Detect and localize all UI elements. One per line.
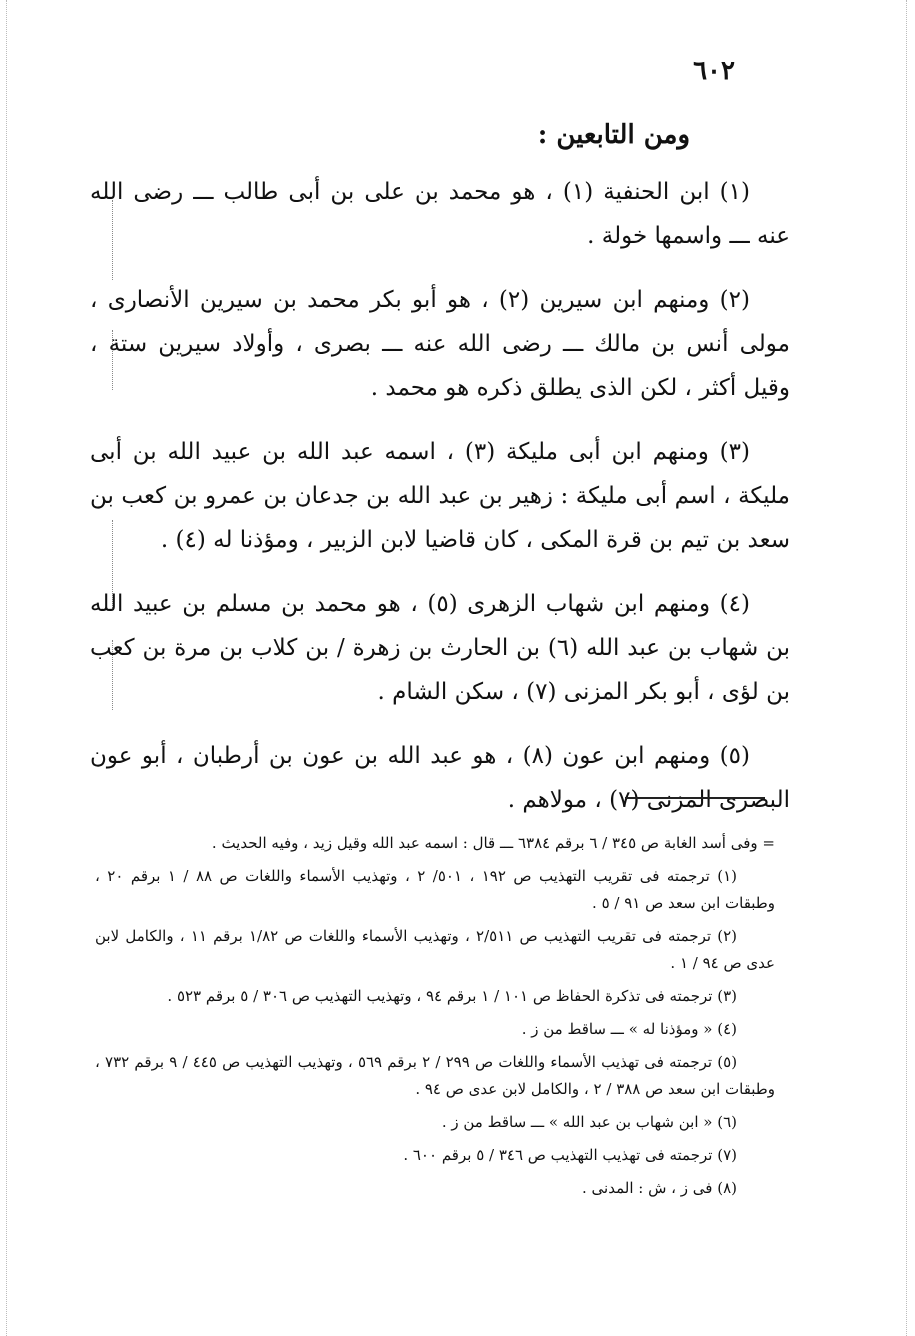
footnote: (٢) ترجمته فى تقريب التهذيب ص ٢/٥١١ ، وتهذيب الأسماء واللغات ص ١/٨٢ برقم ١١ ، والكامل لابن عدى ص ٩٤ / ١ . bbox=[95, 927, 775, 972]
page-number: ٦٠٢ bbox=[693, 56, 735, 86]
footnotes bbox=[95, 830, 775, 1208]
footnote: (١) ترجمته فى تقريب التهذيب ص ١٩٢ ، ٥٠١/ ٢ ، وتهذيب الأسماء واللغات ص ٨٨ / ١ برقم ٢٠ ، وطبقات ابن سعد ص ٩١ / ٥ . bbox=[95, 867, 775, 912]
paragraph: (٤) ومنهم ابن شهاب الزهرى (٥) ، هو محمد بن مسلم بن عبيد الله بن شهاب بن عبد الله (٦) بن الحارث بن زهرة / بن كلاب بن مرة بن كعب بن لؤى ، أبو بكر المزنى (٧) ، سكن الشام . bbox=[90, 591, 790, 705]
main-text bbox=[90, 170, 790, 842]
paragraph: (٣) ومنهم ابن أبى مليكة (٣) ، اسمه عبد الله بن عبيد الله بن أبى مليكة ، اسم أبى مليكة : زهير بن عبد الله بن جدعان بن عمرو بن كعب بن سعد بن تيم بن قرة المكى ، كان قاضيا لابن الزبير ، ومؤذنا له (٤) . bbox=[90, 439, 790, 553]
scan-edge-left bbox=[6, 0, 7, 1336]
footnote: (٤) « ومؤذنا له » ـــ ساقط من ز . bbox=[521, 1020, 737, 1038]
paragraph: (٥) ومنهم ابن عون (٨) ، هو عبد الله بن عون بن أرطبان ، أبو عون البصرى المزنى (٧) ، مولاهم . bbox=[90, 743, 790, 813]
footnote: (٦) « ابن شهاب بن عبد الله » ـــ ساقط من ز . bbox=[441, 1113, 737, 1131]
footnote: = وفى أسد الغابة ص ٣٤٥ / ٦ برقم ٦٣٨٤ ـــ قال : اسمه عبد الله وقيل زيد ، وفيه الحديث . bbox=[211, 834, 775, 852]
footnote-separator bbox=[625, 797, 765, 799]
section-heading: ومن التابعين : bbox=[537, 120, 690, 150]
footnote: (٨) فى ز ، ش : المدنى . bbox=[581, 1179, 737, 1197]
footnote: (٥) ترجمته فى تهذيب الأسماء واللغات ص ٢٩٩ / ٢ برقم ٥٦٩ ، وتهذيب التهذيب ص ٤٤٥ / ٩ برقم ٧٣٢ ، وطبقات ابن سعد ص ٣٨٨ / ٢ ، والكامل لابن عدى ص ٩٤ . bbox=[95, 1053, 775, 1098]
footnote: (٣) ترجمته فى تذكرة الحفاظ ص ١٠١ / ١ برقم ٩٤ ، وتهذيب التهذيب ص ٣٠٦ / ٥ برقم ٥٢٣ . bbox=[167, 987, 737, 1005]
scan-edge-right bbox=[906, 0, 907, 1336]
footnote: (٧) ترجمته فى تهذيب التهذيب ص ٣٤٦ / ٥ برقم ٦٠٠ . bbox=[403, 1146, 737, 1164]
paragraph: (١) ابن الحنفية (١) ، هو محمد بن على بن أبى طالب ـــ رضى الله عنه ـــ واسمها خولة . bbox=[90, 179, 790, 249]
paragraph: (٢) ومنهم ابن سيرين (٢) ، هو أبو بكر محمد بن سيرين الأنصارى ، مولى أنس بن مالك ـــ رضى الله عنه ـــ بصرى ، وأولاد سيرين ستة ، وقيل أكثر ، لكن الذى يطلق ذكره هو محمد . bbox=[90, 287, 790, 401]
